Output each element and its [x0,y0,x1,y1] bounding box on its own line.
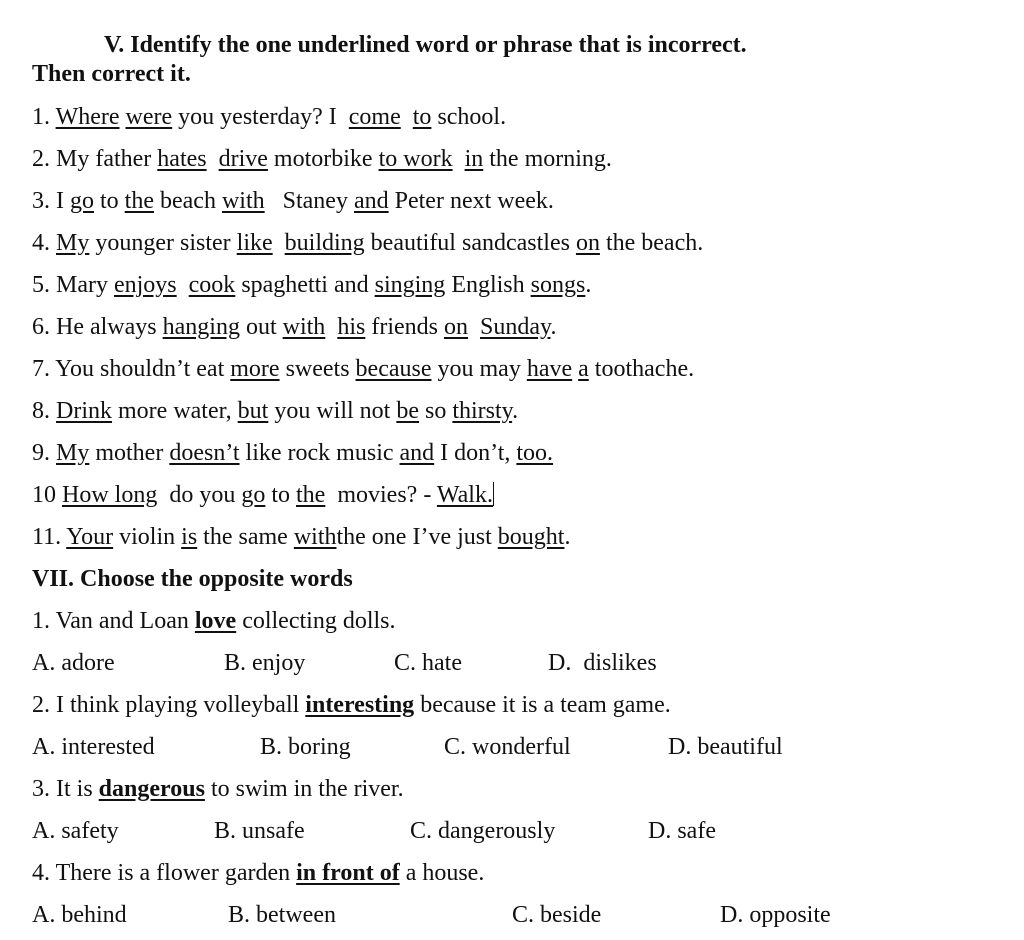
section-7-heading: VII. Choose the opposite words [32,566,353,592]
option-7-1-a: A. adore [32,650,115,676]
option-7-1-b: B. enjoy [224,650,306,676]
option-7-4-d: D. opposite [720,902,831,928]
option-7-3-d: D. safe [648,818,716,844]
option-7-2-b: B. boring [260,734,351,760]
option-7-1-c: C. hate [394,650,462,676]
option-7-4-a: A. behind [32,902,127,928]
option-7-4-b: B. between [228,902,336,928]
question-5-4: 4. My younger sister like building beautiful sandcastles on the beach. [32,230,704,256]
option-7-3-c: C. dangerously [410,818,556,844]
option-7-1-d: D. dislikes [548,650,657,676]
section-5-heading-line1: V. Identify the one underlined word or phrase that is incorrect. [104,32,747,58]
question-5-11: 11. Your violin is the same withthe one I’ve just bought. [32,524,571,550]
question-7-2: 2. I think playing volleyball interesting because it is a team game. [32,692,671,718]
option-7-4-c: C. beside [512,902,602,928]
question-5-2: 2. My father hates drive motorbike to work in the morning. [32,146,612,172]
question-5-1: 1. Where were you yesterday? I come to school. [32,104,507,130]
question-5-6: 6. He always hanging out with his friends on Sunday. [32,314,557,340]
text-cursor [493,482,494,506]
option-7-3-b: B. unsafe [214,818,305,844]
question-5-9: 9. My mother doesn’t like rock music and I don’t, too. [32,440,554,466]
question-5-10: 10 How long do you go to the movies? - Walk. [32,482,493,508]
section-5-heading-line2: Then correct it. [32,61,191,87]
option-7-2-a: A. interested [32,734,155,760]
option-7-3-a: A. safety [32,818,119,844]
question-7-4: 4. There is a flower garden in front of a house. [32,860,485,886]
question-5-7: 7. You shouldn’t eat more sweets because you may have a toothache. [32,356,695,382]
option-7-2-d: D. beautiful [668,734,783,760]
option-7-2-c: C. wonderful [444,734,571,760]
question-5-5: 5. Mary enjoys cook spaghetti and singing English songs. [32,272,592,298]
question-5-3: 3. I go to the beach with Staney and Peter next week. [32,188,554,214]
question-5-8: 8. Drink more water, but you will not be so thirsty. [32,398,519,424]
question-7-1: 1. Van and Loan love collecting dolls. [32,608,396,634]
question-7-3: 3. It is dangerous to swim in the river. [32,776,404,802]
